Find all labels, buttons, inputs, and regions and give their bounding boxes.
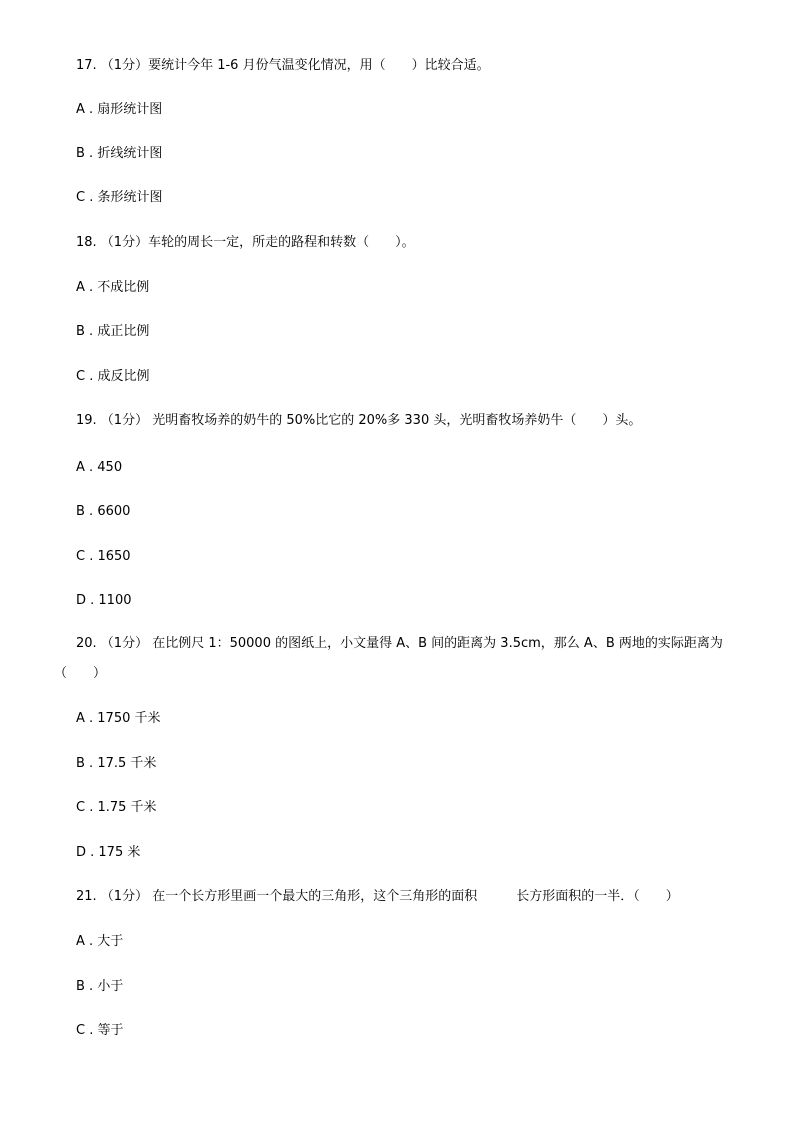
question-17-option-b: B . 折线统计图	[76, 146, 163, 161]
question-21-option-c: C . 等于	[76, 1023, 124, 1038]
question-17-option-c: C . 条形统计图	[76, 190, 163, 205]
question-21-stem: 21. （1分） 在一个长方形里画一个最大的三角形，这个三角形的面积 长方形面积的一半．（ ）	[76, 889, 679, 904]
question-19-option-d: D . 1100	[76, 593, 132, 608]
question-20-option-b: B . 17.5 千米	[76, 756, 157, 771]
question-17-option-a: A . 扇形统计图	[76, 102, 163, 117]
question-18-option-b: B . 成正比例	[76, 324, 150, 339]
question-20-stem-continued: （ ）	[54, 666, 107, 681]
question-20-option-a: A . 1750 千米	[76, 711, 161, 726]
question-19-option-a: A . 450	[76, 460, 123, 475]
question-18-option-c: C . 成反比例	[76, 369, 150, 384]
question-19-stem: 19. （1分） 光明畜牧场养的奶牛的 50%比它的 20%多 330 头，光明畜牧场养奶牛（ ）头。	[76, 413, 642, 428]
question-19-option-c: C . 1650	[76, 549, 131, 564]
question-20-stem: 20. （1分） 在比例尺 1：50000 的图纸上，小文量得 A、B 间的距离为 3.5cm，那么 A、B 两地的实际距离为	[76, 636, 723, 651]
question-18-option-a: A . 不成比例	[76, 280, 150, 295]
question-20-option-d: D . 175 米	[76, 845, 141, 860]
question-17-stem: 17. （1分）要统计今年 1-6 月份气温变化情况，用（ ）比较合适。	[76, 58, 490, 73]
question-18-stem: 18. （1分）车轮的周长一定，所走的路程和转数（ ）。	[76, 235, 415, 250]
question-21-option-b: B . 小于	[76, 979, 124, 994]
question-21-option-a: A . 大于	[76, 934, 124, 949]
question-19-option-b: B . 6600	[76, 504, 131, 519]
question-20-option-c: C . 1.75 千米	[76, 800, 157, 815]
